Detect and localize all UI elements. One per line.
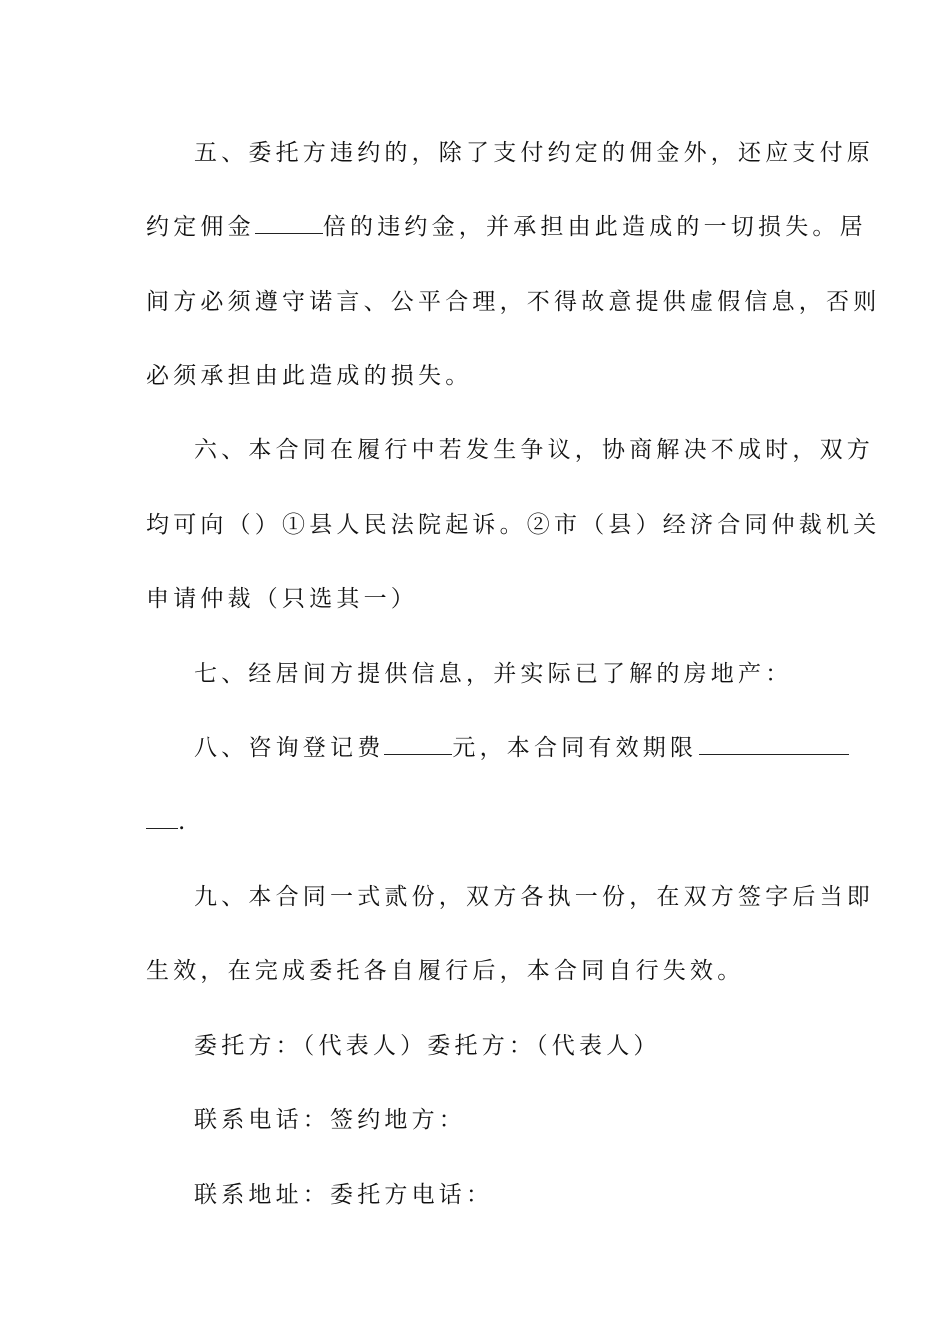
clause-5-line-1: 五、委托方违约的，除了支付约定的佣金外，还应支付原: [194, 140, 874, 166]
signature-parties: 委托方：（代表人）委托方：（代表人）: [194, 1033, 661, 1059]
clause-9-line-2: 生效，在完成委托各自履行后，本合同自行失效。: [146, 958, 745, 984]
clause-6-line-2: 均可向（）①县人民法院起诉。②市（县）经济合同仲裁机关: [146, 512, 881, 538]
registration-fee-blank: [384, 736, 452, 755]
clause-7: 七、经居间方提供信息，并实际已了解的房地产：: [194, 661, 793, 687]
contact-address-row: 联系地址：委托方电话：: [194, 1182, 494, 1208]
validity-period-blank: [699, 736, 849, 755]
clause-6-line-3: 申请仲裁（只选其一）: [146, 586, 418, 612]
clause-6-line-1: 六、本合同在履行中若发生争议，协商解决不成时，双方: [194, 437, 874, 463]
contact-phone-row: 联系电话：签约地方：: [194, 1107, 466, 1133]
clause-8-period: .: [178, 809, 190, 835]
clause-8-text: 元，本合同有效期限: [452, 735, 698, 761]
clause-5-line-2: [146, 212, 867, 242]
clause-8-line-1: [194, 733, 816, 763]
clause-5-line-2-prefix: 约定佣金: [146, 214, 255, 240]
clause-5-line-3: 间方必须遵守诺言、公平合理，不得故意提供虚假信息，否则: [146, 289, 881, 315]
penalty-multiple-blank: [255, 215, 323, 234]
clause-8-line-2: [146, 807, 816, 837]
clause-9-line-1: 九、本合同一式贰份，双方各执一份，在双方签字后当即: [194, 884, 874, 910]
validity-period-blank-continued: [146, 810, 178, 829]
clause-5-line-2-text: 倍的违约金，并承担由此造成的一切损失。居: [322, 214, 867, 240]
clause-8-prefix: 八、咨询登记费: [194, 735, 385, 761]
clause-5-line-4: 必须承担由此造成的损失。: [146, 363, 473, 389]
